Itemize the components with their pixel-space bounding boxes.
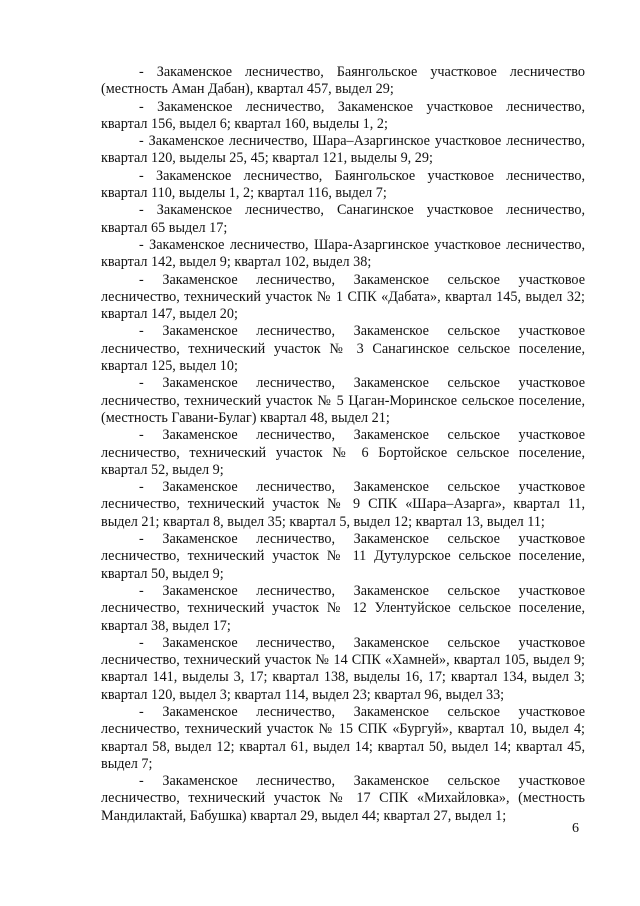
- paragraph: - Закаменское лесничество, Закаменское сельское участковое лесничество, технический участок № 17 СПК «Михайловка», (местность Мандилактай, Бабушка) квартал 29, выдел 44; квартал 27, выдел 1;: [101, 773, 585, 824]
- paragraph: - Закаменское лесничество, Баянгольское участковое лесничество (местность Аман Дабан), квартал 457, выдел 29;: [101, 64, 585, 98]
- paragraph: - Закаменское лесничество, Закаменское сельское участковое лесничество, технический участок № 9 СПК «Шара–Азарга», квартал 11, выдел 21; квартал 8, выдел 35; квартал 5, выдел 12; квартал 13, выдел 11;: [101, 479, 585, 530]
- paragraph: - Закаменское лесничество, Шара-Азаргинское участковое лесничество, квартал 142, выдел 9; квартал 102, выдел 38;: [101, 236, 585, 271]
- paragraph: - Закаменское лесничество, Закаменское сельское участковое лесничество, технический участок № 11 Дутулурское сельское поселение, квартал 50, выдел 9;: [101, 531, 585, 582]
- page-number: 6: [572, 821, 579, 836]
- paragraph: - Закаменское лесничество, Закаменское участковое лесничество, квартал 156, выдел 6; квартал 160, выделы 1, 2;: [101, 98, 585, 132]
- paragraph: - Закаменское лесничество, Санагинское участковое лесничество, квартал 65 выдел 17;: [101, 202, 585, 236]
- paragraph: - Закаменское лесничество, Шара–Азаргинское участковое лесничество, квартал 120, выделы 25, 45; квартал 121, выделы 9, 29;: [101, 133, 585, 167]
- paragraph: - Закаменское лесничество, Баянгольское участковое лесничество, квартал 110, выделы 1, 2; квартал 116, выдел 7;: [101, 167, 585, 202]
- paragraph: - Закаменское лесничество, Закаменское сельское участковое лесничество, технический участок № 6 Бортойское сельское поселение, квартал 52, выдел 9;: [101, 427, 585, 478]
- paragraph: - Закаменское лесничество, Закаменское сельское участковое лесничество, технический участок № 1 СПК «Дабата», квартал 145, выдел 32; квартал 147, выдел 20;: [101, 271, 585, 323]
- paragraph: - Закаменское лесничество, Закаменское сельское участковое лесничество, технический участок № 14 СПК «Хамней», квартал 105, выдел 9; квартал 141, выделы 3, 17; квартал 138, выделы 16, 17; квартал 134, выдел 3; квартал 120, выдел 3; квартал 114, выдел 23; квартал 96, выдел 33;: [101, 634, 585, 703]
- paragraph: - Закаменское лесничество, Закаменское сельское участковое лесничество, технический участок № 15 СПК «Бургуй», квартал 10, выдел 4; квартал 58, выдел 12; квартал 61, выдел 14; квартал 50, выдел 14; квартал 45, выдел 7;: [101, 703, 585, 772]
- document-body: [101, 64, 585, 825]
- paragraph: - Закаменское лесничество, Закаменское сельское участковое лесничество, технический участок № 3 Санагинское сельское поселение, квартал 125, выдел 10;: [101, 323, 585, 375]
- paragraph: - Закаменское лесничество, Закаменское сельское участковое лесничество, технический участок № 12 Улентуйское сельское поселение, квартал 38, выдел 17;: [101, 582, 585, 634]
- paragraph: - Закаменское лесничество, Закаменское сельское участковое лесничество, технический участок № 5 Цаган-Моринское сельское поселение, (местность Гавани-Булаг) квартал 48, выдел 21;: [101, 375, 585, 426]
